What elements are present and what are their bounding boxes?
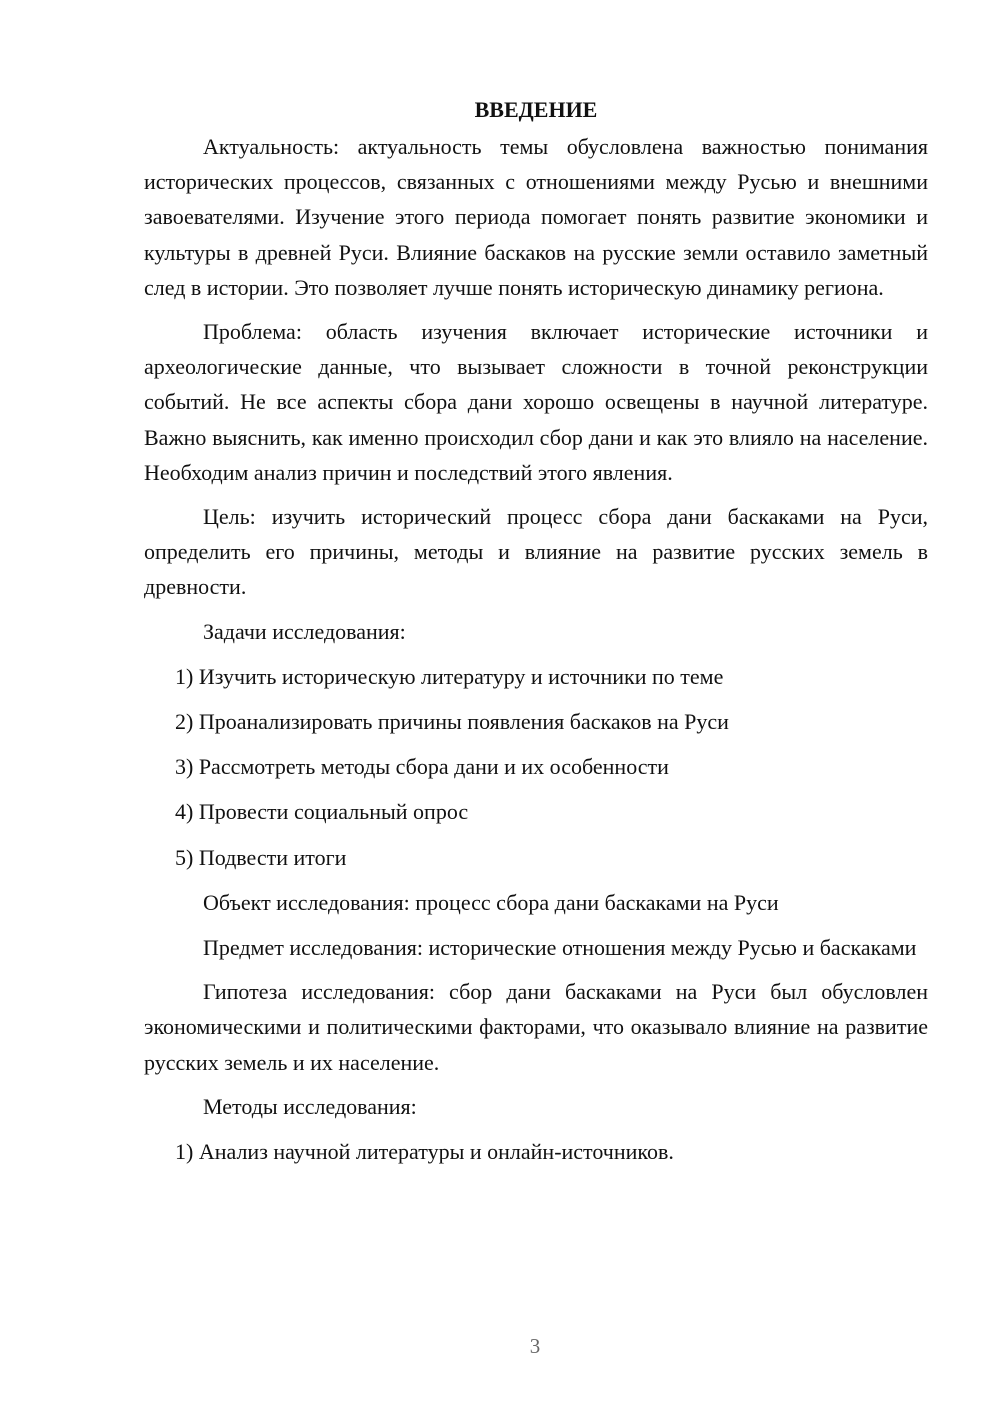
document-page <box>144 92 928 1179</box>
goal-paragraph: Цель: изучить исторический процесс сбора дани баскаками на Руси, определить его причины, методы и влияние на развитие русских земель в древности. <box>144 504 928 600</box>
page-number: 3 <box>529 1334 541 1358</box>
relevance-paragraph: Актуальность: актуальность темы обусловлена важностью понимания исторических процессов, связанных с отношениями между Русью и внешними завоевателями. Изучение этого периода помогает понять развитие экономики и культуры в древней Руси. Влияние баскаков на русские земли оставило заметный след в истории. Это позволяет лучше понять историческую динамику региона. <box>144 134 928 300</box>
object-line: Объект исследования: процесс сбора дани баскаками на Руси <box>203 889 779 915</box>
task-item-3: 3) Рассмотреть методы сбора дани и их особенности <box>175 754 669 780</box>
task-item-1: 1) Изучить историческую литературу и источники по теме <box>175 663 724 689</box>
hypothesis-paragraph: Гипотеза исследования: сбор дани баскаками на Руси был обусловлен экономическими и политическими факторами, что оказывало влияние на развитие русских земель и их население. <box>144 979 928 1075</box>
problem-paragraph: Проблема: область изучения включает исторические источники и археологические данные, что вызывает сложности в точной реконструкции событий. Не все аспекты сбора дани хорошо освещены в научной литературе. Важно выяснить, как именно происходил сбор дани и как это влияло на население. Необходим анализ причин и последствий этого явления. <box>144 319 928 485</box>
method-item-1: 1) Анализ научной литературы и онлайн-источников. <box>175 1139 674 1165</box>
task-item-4: 4) Провести социальный опрос <box>175 799 469 825</box>
task-item-5: 5) Подвести итоги <box>175 844 347 870</box>
section-heading: ВВЕДЕНИЕ <box>474 97 598 122</box>
task-item-2: 2) Проанализировать причины появления баскаков на Руси <box>175 709 729 735</box>
methods-title: Методы исследования: <box>203 1093 417 1119</box>
subject-paragraph: Предмет исследования: исторические отношения между Русью и баскаками <box>203 935 917 961</box>
tasks-title: Задачи исследования: <box>203 618 406 644</box>
